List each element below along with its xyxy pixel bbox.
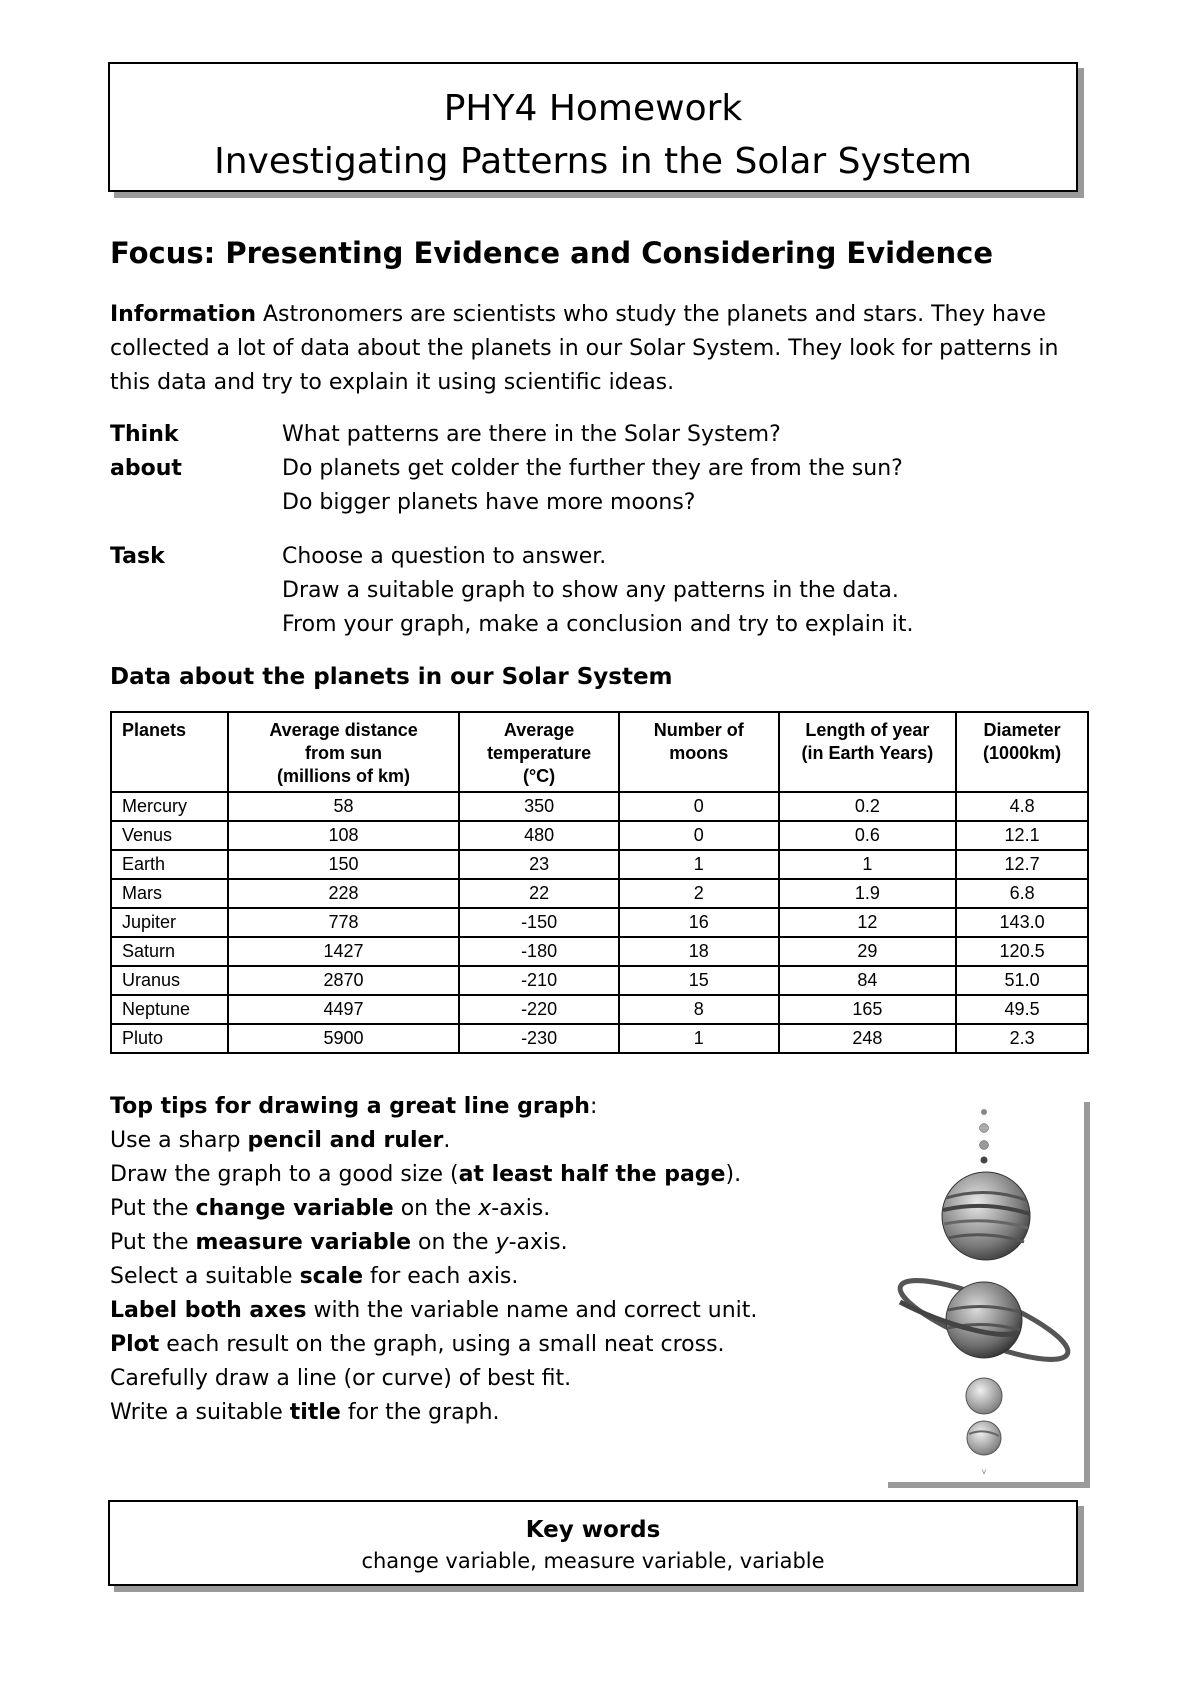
tip-item: Write a suitable title for the graph.	[110, 1400, 500, 1425]
table-cell: 143.0	[956, 908, 1088, 937]
saturn-icon	[892, 1266, 1075, 1374]
planet-data-table	[110, 711, 1089, 1054]
header-planets: Planets	[111, 712, 228, 792]
table-cell: 108	[228, 821, 459, 850]
tip-item: Select a suitable scale for each axis.	[110, 1264, 519, 1289]
tip-item: Put the measure variable on the y-axis.	[110, 1230, 568, 1255]
table-cell: 150	[228, 850, 459, 879]
think-about-label: Think about	[110, 422, 182, 481]
table-cell: 84	[779, 966, 957, 995]
table-cell: 0.6	[779, 821, 957, 850]
header-moons: Number of moons	[619, 712, 779, 792]
mars-icon	[981, 1157, 988, 1164]
table-row	[111, 995, 1088, 1024]
table-cell: -220	[459, 995, 619, 1024]
uranus-icon	[966, 1378, 1002, 1414]
tip-item: Label both axes with the variable name and correct unit.	[110, 1298, 758, 1323]
table-row	[111, 879, 1088, 908]
table-cell: 350	[459, 792, 619, 821]
table-cell: 58	[228, 792, 459, 821]
table-cell: -180	[459, 937, 619, 966]
table-cell: -230	[459, 1024, 619, 1053]
table-cell: 4497	[228, 995, 459, 1024]
table-cell: 165	[779, 995, 957, 1024]
table-cell: 248	[779, 1024, 957, 1053]
table-cell: Neptune	[111, 995, 228, 1024]
key-words-box	[108, 1500, 1078, 1586]
focus-heading: Focus: Presenting Evidence and Considering Evidence	[110, 236, 994, 270]
table-cell: 22	[459, 879, 619, 908]
table-cell: 120.5	[956, 937, 1088, 966]
task-line: Draw a suitable graph to show any patterns in the data.	[282, 578, 899, 603]
table-cell: Mars	[111, 879, 228, 908]
table-cell: -210	[459, 966, 619, 995]
table-cell: -150	[459, 908, 619, 937]
table-cell: Uranus	[111, 966, 228, 995]
table-cell: 49.5	[956, 995, 1088, 1024]
table-cell: 0	[619, 821, 779, 850]
information-text: Astronomers are scientists who study the planets and stars. They have collected a lot of data about the planets in our Solar System. They look for patterns in this data and try to explain it using scientific ideas.	[110, 302, 1059, 395]
table-row	[111, 850, 1088, 879]
table-cell: 0	[619, 792, 779, 821]
tip-item: Use a sharp pencil and ruler.	[110, 1128, 451, 1153]
table-cell: 2870	[228, 966, 459, 995]
tips-heading: Top tips for drawing a great line graph:	[110, 1094, 598, 1119]
table-cell: 2	[619, 879, 779, 908]
table-cell: Venus	[111, 821, 228, 850]
header-year-length: Length of year (in Earth Years)	[779, 712, 957, 792]
table-cell: 12.7	[956, 850, 1088, 879]
table-cell: 16	[619, 908, 779, 937]
title-box	[108, 62, 1078, 192]
table-cell: 12.1	[956, 821, 1088, 850]
table-cell: 480	[459, 821, 619, 850]
header-distance: Average distance from sun (millions of km)	[228, 712, 459, 792]
table-cell: Saturn	[111, 937, 228, 966]
table-header-row	[111, 712, 1088, 792]
table-cell: Earth	[111, 850, 228, 879]
table-cell: 29	[779, 937, 957, 966]
table-cell: 51.0	[956, 966, 1088, 995]
table-cell: 8	[619, 995, 779, 1024]
table-title: Data about the planets in our Solar System	[110, 664, 673, 690]
think-about-line: Do planets get colder the further they are from the sun?	[282, 456, 903, 481]
table-cell: 18	[619, 937, 779, 966]
table-row	[111, 792, 1088, 821]
task-label: Task	[110, 544, 165, 569]
table-cell: 5900	[228, 1024, 459, 1053]
header-diameter: Diameter (1000km)	[956, 712, 1088, 792]
table-cell: Pluto	[111, 1024, 228, 1053]
page-title-line1: PHY4 Homework	[443, 88, 743, 129]
information-label: Information	[110, 302, 256, 327]
think-about-line: What patterns are there in the Solar System?	[282, 422, 781, 447]
table-row	[111, 1024, 1088, 1053]
information-paragraph	[110, 298, 1100, 400]
table-cell: 1	[619, 1024, 779, 1053]
planet-picture-panel	[888, 1102, 1090, 1488]
tip-item: Plot each result on the graph, using a small neat cross.	[110, 1332, 725, 1357]
graph-tips	[110, 1090, 757, 1430]
tip-item: Carefully draw a line (or curve) of best fit.	[110, 1366, 572, 1391]
table-row	[111, 966, 1088, 995]
key-words-title: Key words	[525, 1517, 661, 1543]
think-about-line: Do bigger planets have more moons?	[282, 490, 696, 515]
table-cell: Mercury	[111, 792, 228, 821]
venus-icon	[980, 1124, 989, 1133]
tip-item: Put the change variable on the x-axis.	[110, 1196, 551, 1221]
page-title-line2: Investigating Patterns in the Solar System	[214, 141, 972, 182]
table-row	[111, 821, 1088, 850]
neptune-icon	[967, 1421, 1001, 1455]
table-cell: 1	[619, 850, 779, 879]
table-cell: 15	[619, 966, 779, 995]
table-row	[111, 937, 1088, 966]
table-cell: 23	[459, 850, 619, 879]
earth-icon	[980, 1141, 989, 1150]
pluto-icon: v	[981, 1467, 987, 1476]
table-row	[111, 908, 1088, 937]
table-cell: 1.9	[779, 879, 957, 908]
task-line: From your graph, make a conclusion and try to explain it.	[282, 612, 914, 637]
mercury-icon	[981, 1109, 987, 1115]
table-cell: 2.3	[956, 1024, 1088, 1053]
tip-item: Draw the graph to a good size (at least half the page).	[110, 1162, 742, 1187]
table-cell: 778	[228, 908, 459, 937]
task-line: Choose a question to answer.	[282, 544, 607, 569]
table-cell: Jupiter	[111, 908, 228, 937]
table-cell: 6.8	[956, 879, 1088, 908]
header-temperature: Average temperature (°C)	[459, 712, 619, 792]
solar-system-illustration	[888, 1102, 1084, 1482]
table-cell: 12	[779, 908, 957, 937]
table-cell: 1427	[228, 937, 459, 966]
table-cell: 1	[779, 850, 957, 879]
key-words-list: change variable, measure variable, variable	[361, 1549, 825, 1573]
table-cell: 228	[228, 879, 459, 908]
jupiter-icon	[942, 1172, 1030, 1260]
table-cell: 0.2	[779, 792, 957, 821]
table-cell: 4.8	[956, 792, 1088, 821]
